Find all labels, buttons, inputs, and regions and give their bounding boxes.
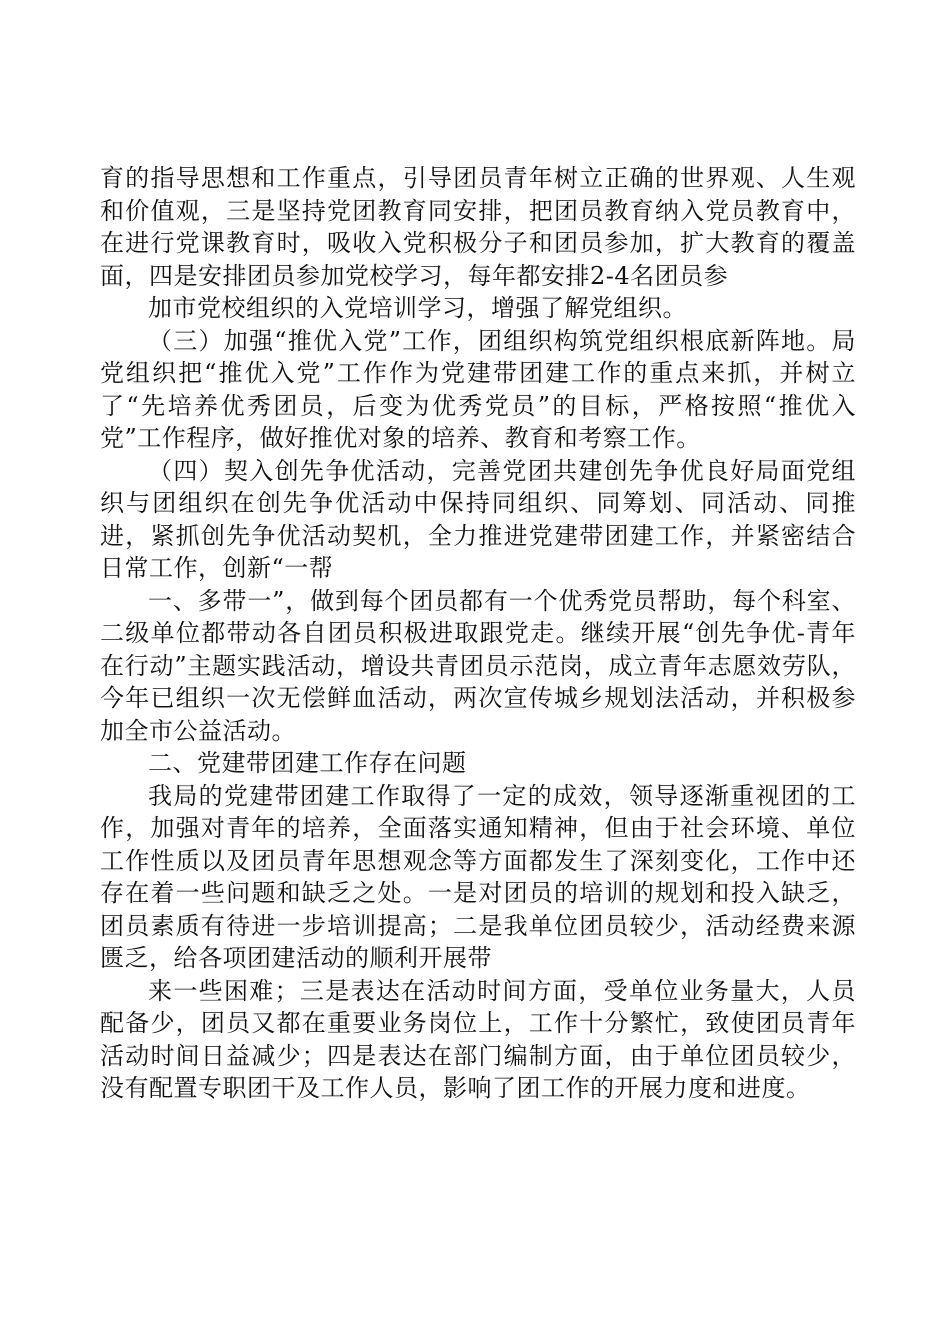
- paragraph-3: （三）加强“推优入党”工作，团组织构筑党组织根底新阵地。局党组织把“推优入党”工作作为党建带团建工作的重点来抓，并树立了“先培养优秀团员，后变为优秀党员”的目标，严格按照“推优入党”工作程序，做好推优对象的培养、教育和考察工作。: [100, 326, 856, 452]
- paragraph-1: 育的指导思想和工作重点，引导团员青年树立正确的世界观、人生观和价值观，三是坚持党团教育同安排，把团员教育纳入党员教育中，在进行党课教育时，吸收入党积极分子和团员参加，扩大教育的覆盖面，四是安排团员参加党校学习，每年都安排2-4名团员参: [100, 164, 856, 290]
- paragraph-7: 我局的党建带团建工作取得了一定的成效，领导逐渐重视团的工作，加强对青年的培养，全面落实通知精神，但由于社会环境、单位工作性质以及团员青年思想观念等方面都发生了深刻变化，工作中还存在着一些问题和缺乏之处。一是对团员的培训的规划和投入缺乏，团员素质有待进一步培训提高；二是我单位团员较少，活动经费来源匮乏，给各项团建活动的顺利开展带: [100, 781, 856, 972]
- section-heading: 二、党建带团建工作存在问题: [148, 749, 467, 777]
- document-body: [100, 162, 856, 1105]
- paragraph-4: （四）契入创先争优活动，完善党团共建创先争优良好局面党组织与团组织在创先争优活动中保持同组织、同筹划、同活动、同推进，紧抓创先争优活动契机，全力推进党建带团建工作，并紧密结合日常工作，创新“一帮: [100, 456, 856, 582]
- paragraph-2: 加市党校组织的入党培训学习，增强了解党组织。: [148, 294, 687, 322]
- paragraph-8: 来一些困难；三是表达在活动时间方面，受单位业务量大，人员配备少，团员又都在重要业务岗位上，工作十分繁忙，致使团员青年活动时间日益减少；四是表达在部门编制方面，由于单位团员较少，没有配置专职团干及工作人员，影响了团工作的开展力度和进度。: [100, 976, 856, 1102]
- paragraph-5: 一、多带一”，做到每个团员都有一个优秀党员帮助，每个科室、二级单位都带动各自团员积极进取跟党走。继续开展“创先争优-青年在行动”主题实践活动，增设共青团员示范岗，成立青年志愿效劳队，今年已组织一次无偿鲜血活动，两次宣传城乡规划法活动，并积极参加全市公益活动。: [100, 586, 856, 745]
